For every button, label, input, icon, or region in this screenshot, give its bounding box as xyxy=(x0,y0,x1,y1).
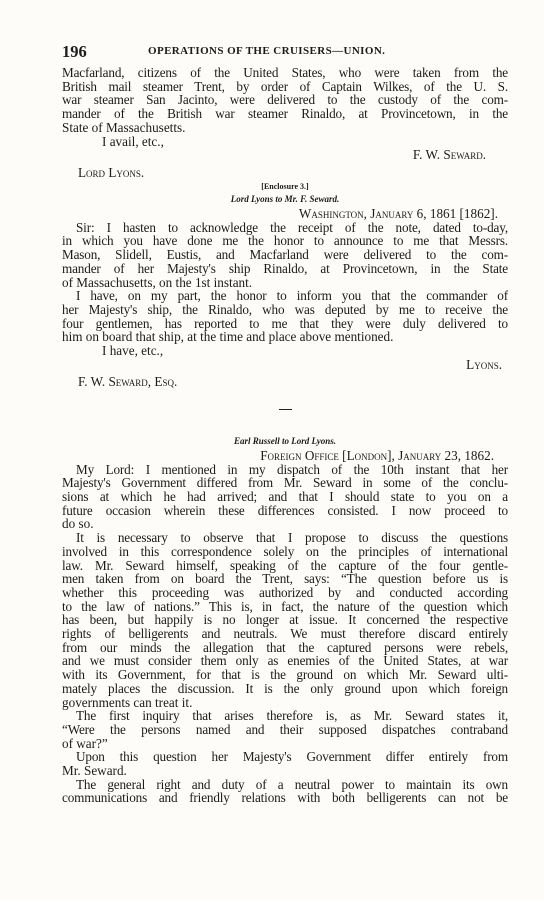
text-line: law. Mr. Seward himself, speaking of the capture of the four gentle- xyxy=(62,557,508,573)
closing-line: I have, etc., xyxy=(102,343,164,359)
addressee: Lord Lyons. xyxy=(78,164,145,180)
text-line: rights of belligerents and neutrals. We must therefore discard entirely xyxy=(62,626,508,642)
addressee: F. W. Seward, Esq. xyxy=(78,374,178,390)
text-line: The first inquiry that arises therefore is, as Mr. Seward states it, xyxy=(76,708,508,724)
text-line: do so. xyxy=(62,516,94,532)
text-line: in which you have done me the honor to announce to me that Messrs. xyxy=(62,233,508,249)
dateline: Washington, January 6, 1861 [1862]. xyxy=(298,206,498,222)
text-line: him on board that ship, at the time and place above mentioned. xyxy=(62,329,394,345)
letter-seward-continuation xyxy=(62,66,508,180)
text-line: and we must consider them only as enemies of the United States, at war xyxy=(62,653,508,669)
text-line: to the law of nations.” This is, in fact, the nature of the question which xyxy=(62,598,508,614)
text-line: from our minds the allegation that the captured persons were rebels, xyxy=(62,639,508,655)
text-line: Sir: I hasten to acknowledge the receipt of the note, dated to-day, xyxy=(76,219,508,235)
text-line: whether this proceeding was authorized by and conducted according xyxy=(62,584,508,600)
letter-heading: Lord Lyons to Mr. F. Seward. xyxy=(230,194,340,205)
text-line: mately places the discussion. It is the only ground upon which foreign xyxy=(62,680,508,696)
text-line: Mr. Seward. xyxy=(62,763,127,779)
text-line: her Majesty's ship, the Rinaldo, who was deputed by me to receive the xyxy=(62,301,508,317)
text-line: sions at which he had arrived; and that I should state to you on a xyxy=(62,488,508,504)
text-line: British mail steamer Trent, by order of Captain Wilkes, of the U. S. xyxy=(62,78,508,94)
text-line: of war?” xyxy=(62,735,108,751)
signature: Lyons. xyxy=(466,356,502,372)
closing-line: I avail, etc., xyxy=(102,133,164,149)
text-line: involved in this correspondence solely on the principles of international xyxy=(62,543,508,559)
text-line: Macfarland, citizens of the United States, who were taken from the xyxy=(62,65,508,80)
signature: F. W. Seward. xyxy=(412,147,486,163)
letter-heading: Earl Russell to Lord Lyons. xyxy=(234,436,336,447)
text-line: with its Government, for that is the ground on which Mr. Seward ulti- xyxy=(62,667,508,683)
text-line: has been, but happily is no longer at issue. It concerned the respective xyxy=(62,612,508,628)
text-line: State of Massachusetts. xyxy=(62,119,186,135)
text-line: four gentlemen, has reported to me that they were duly delivered to xyxy=(62,315,508,331)
letter-lyons-to-seward xyxy=(62,193,508,389)
text-line: My Lord: I mentioned in my dispatch of the 10th instant that her xyxy=(76,461,508,477)
text-line: war steamer San Jacinto, were delivered to the custody of the com- xyxy=(62,92,508,108)
text-line: of Massachusetts, on the 1st instant. xyxy=(62,274,253,290)
text-line: It is necessary to observe that I propose to discuss the questions xyxy=(76,530,508,546)
text-line: communications and friendly relations with both belligerents can not be xyxy=(62,790,508,806)
section-divider xyxy=(279,409,292,410)
text-line: mander of the British war steamer Rinaldo, at Provincetown, in the xyxy=(62,106,508,122)
page-number: 196 xyxy=(62,42,87,61)
enclosure-label: [Enclosure 3.] xyxy=(261,181,309,191)
text-line: governments can treat it. xyxy=(62,694,193,710)
text-line: “Were the persons named and their supposed dispatches contraband xyxy=(62,721,508,737)
page-header xyxy=(62,42,508,62)
running-title: OPERATIONS OF THE CRUISERS—UNION. xyxy=(148,45,386,57)
text-line: I have, on my part, the honor to inform you that the commander of xyxy=(76,288,508,304)
page-body xyxy=(62,66,508,805)
dateline: Foreign Office [London], January 23, 1862. xyxy=(260,447,494,463)
text-line: The general right and duty of a neutral power to maintain its own xyxy=(76,776,508,792)
text-line: men taken from on board the Trent, says: “The question before us is xyxy=(62,571,508,587)
text-line: mander of her Majesty's ship Rinaldo, at Provincetown, in the State xyxy=(62,260,508,276)
text-line: Majesty's Government differed from Mr. Seward in some of the conclu- xyxy=(62,475,508,491)
text-line: future occasion wherein these differences consisted. I now proceed to xyxy=(62,502,508,518)
text-line: Upon this question her Majesty's Government differ entirely from xyxy=(76,749,508,765)
letter-russell-to-lyons xyxy=(62,435,508,805)
text-line: Mason, Slidell, Eustis, and Macfarland were delivered to the com- xyxy=(62,247,508,263)
